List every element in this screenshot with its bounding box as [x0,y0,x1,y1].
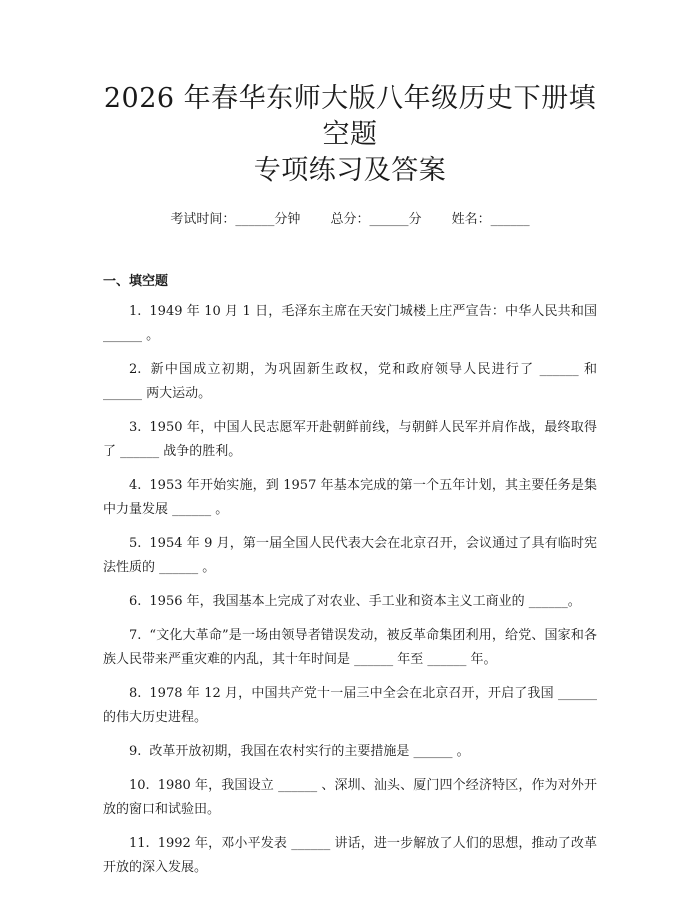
question-text: 改革开放初期，我国在农村实行的主要措施是 ______ 。 [149,744,470,759]
question-text: 1992 年，邓小平发表 ______ 讲话，进一步解放了人们的思想，推动了改革开放的深入发展。 [103,836,597,875]
document-title [103,0,597,189]
question-number: 5. [129,536,142,551]
question-number: 6. [129,594,142,609]
exam-time-field: 考试时间：______分钟 [170,212,301,227]
question-item [103,474,597,522]
question-text: 1953 年开始实施，到 1957 年基本完成的第一个五年计划，其主要任务是集中力量发展 ______ 。 [103,478,597,517]
question-number: 3. [129,420,142,435]
question-number: 8. [129,686,142,701]
section-heading: 一、填空题 [103,274,169,289]
question-number: 10. [129,778,150,793]
question-list [103,300,597,880]
question-text: 新中国成立初期，为巩固新生政权，党和政府领导人民进行了 ______ 和 ______ 两大运动。 [103,362,597,401]
total-score-field: 总分：______分 [330,212,422,227]
question-number: 11. [129,836,150,851]
question-text: “文化大革命”是一场由领导者错误发动，被反革命集团利用，给党、国家和各族人民带来严重灾难的内乱，其十年时间是 ______ 年至 ______ 年。 [103,628,597,667]
question-item [103,774,597,822]
question-item [103,832,597,880]
question-item [103,532,597,580]
question-text: 1980 年，我国设立 ______ 、深圳、汕头、厦门四个经济特区，作为对外开放的窗口和试验田。 [103,778,597,817]
question-item [103,416,597,464]
question-item [103,590,597,614]
question-text: 1950 年，中国人民志愿军开赴朝鲜前线，与朝鲜人民军并肩作战，最终取得了 ______ 战争的胜利。 [103,420,597,459]
question-item [103,682,597,730]
exam-meta [103,211,597,229]
question-item [103,624,597,672]
question-item [103,740,597,764]
question-number: 4. [129,478,142,493]
question-text: 1978 年 12 月，中国共产党十一届三中全会在北京召开，开启了我国 ______ 的伟大历史进程。 [103,686,597,725]
title-line-1: 2026 年春华东师大版八年级历史下册填空题 [103,83,597,150]
question-text: 1956 年，我国基本上完成了对农业、手工业和资本主义工商业的 ______。 [149,594,581,609]
question-item [103,358,597,406]
question-text: 1954 年 9 月，第一届全国人民代表大会在北京召开，会议通过了具有临时宪法性质的 ______ 。 [103,536,597,575]
question-item [103,300,597,348]
student-name-field: 姓名：______ [451,212,530,227]
question-number: 7. [129,628,142,643]
question-number: 2. [129,362,142,377]
question-number: 1. [129,304,142,319]
question-text: 1949 年 10 月 1 日，毛泽东主席在天安门城楼上庄严宣告：中华人民共和国 ______ 。 [103,304,597,343]
title-line-2: 专项练习及答案 [253,155,447,186]
question-number: 9. [129,744,142,759]
